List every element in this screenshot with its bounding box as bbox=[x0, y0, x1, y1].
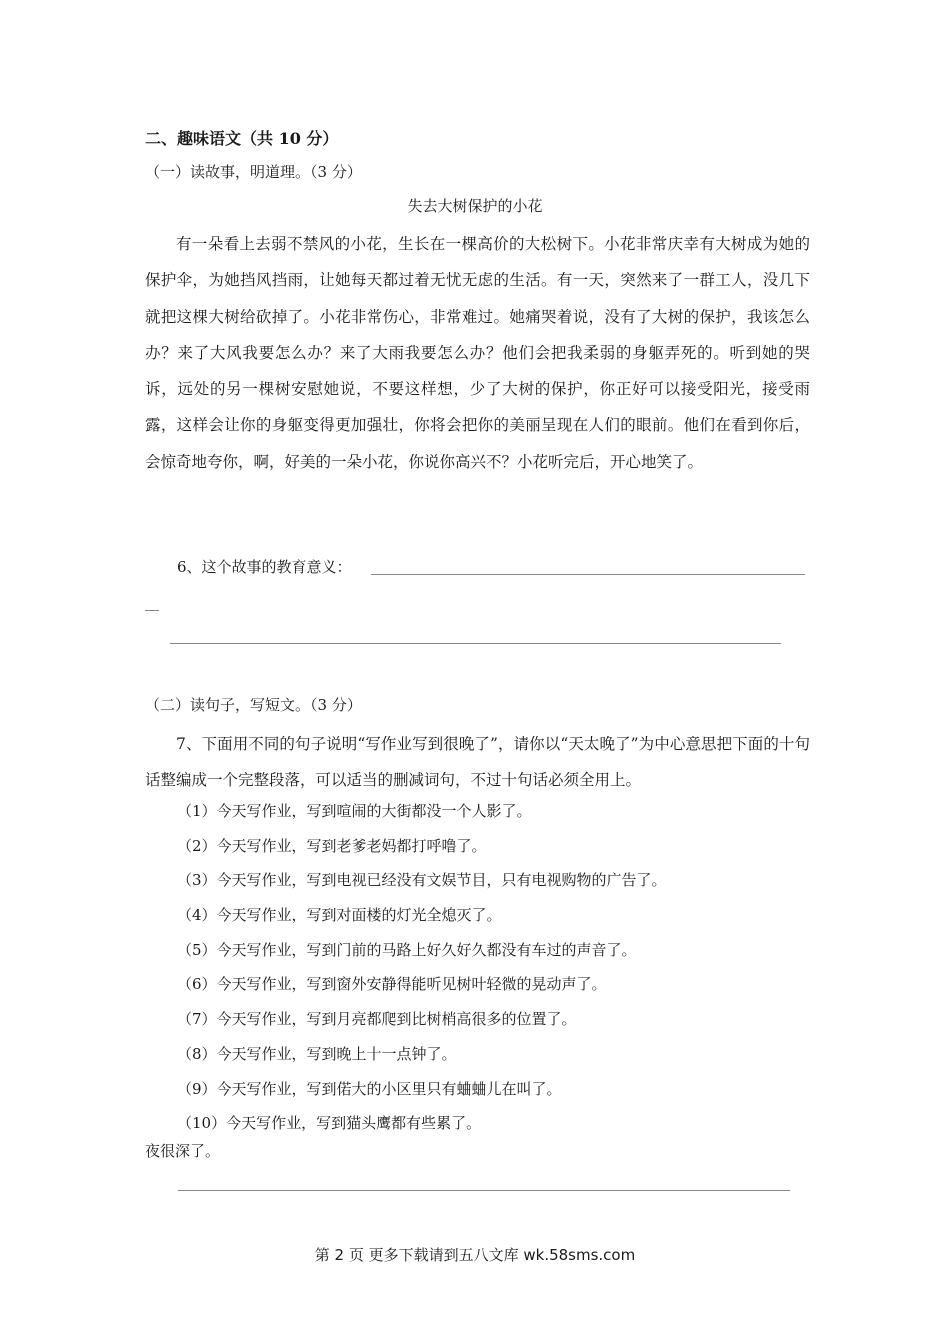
part1-heading: （一）读故事，明道理。（3 分） bbox=[145, 163, 362, 181]
section-title: 二、趣味语文（共 10 分） bbox=[145, 129, 339, 148]
sentence-list bbox=[177, 798, 667, 1145]
list-item: （5）今天写作业，写到门前的马路上好久好久都没有车过的声音了。 bbox=[177, 940, 637, 959]
list-item: （6）今天写作业，写到窗外安静得能听见树叶轻微的晃动声了。 bbox=[177, 975, 607, 994]
page-footer: 第 2 页 更多下载请到五八文库 wk.58sms.com bbox=[314, 1246, 636, 1264]
story-title: 失去大树保护的小花 bbox=[407, 197, 543, 215]
answer-line-6b-start bbox=[145, 610, 159, 611]
part2-heading: （二）读句子，写短文。（3 分） bbox=[145, 696, 362, 714]
answer-line-6c[interactable] bbox=[170, 643, 781, 644]
answer-line-7[interactable] bbox=[178, 1190, 790, 1191]
question-6-label: 6、这个故事的教育意义： bbox=[177, 558, 352, 576]
list-item: （3）今天写作业，写到电视已经没有文娱节目，只有电视购物的广告了。 bbox=[177, 871, 667, 890]
list-item: （10）今天写作业，写到猫头鹰都有些累了。 bbox=[177, 1114, 482, 1133]
answer-line-6a[interactable] bbox=[371, 574, 805, 575]
list-item: （2）今天写作业，写到老爹老妈都打呼噜了。 bbox=[177, 836, 487, 855]
list-item: （8）今天写作业，写到晚上十一点钟了。 bbox=[177, 1044, 457, 1063]
list-item: （4）今天写作业，写到对面楼的灯光全熄灭了。 bbox=[177, 906, 502, 925]
question-7: 7、下面用不同的句子说明“写作业写到很晚了”，请你以“天太晚了”为中心意思把下面的十句话整编成一个完整段落，可以适当的删减词句，不过十句话必须全用上。 bbox=[145, 735, 810, 789]
list-item: （9）今天写作业，写到偌大的小区里只有蛐蛐儿在叫了。 bbox=[177, 1079, 562, 1098]
list-item: （7）今天写作业，写到月亮都爬到比树梢高很多的位置了。 bbox=[177, 1010, 577, 1029]
list-item: （1）今天写作业，写到喧闹的大街都没一个人影了。 bbox=[177, 802, 532, 820]
question-6 bbox=[177, 556, 352, 577]
ending-sentence: 夜很深了。 bbox=[145, 1142, 221, 1160]
story-paragraph: 有一朵看上去弱不禁风的小花，生长在一棵高价的大松树下。小花非常庆幸有大树成为她的保护伞，为她挡风挡雨，让她每天都过着无忧无虑的生活。有一天，突然来了一群工人，没几下就把这棵大树给砍掉了。小花非常伤心，非常难过。她痛哭着说，没有了大树的保护，我该怎么办？来了大风我要怎么办？来了大雨我要怎么办？他们会把我柔弱的身躯弄死的。听到她的哭诉，远处的另一棵树安慰她说，不要这样想，少了大树的保护，你正好可以接受阳光，接受雨露，这样会让你的身躯变得更加强壮，你将会把你的美丽呈现在人们的眼前。他们在看到你后，会惊奇地夸你，啊，好美的一朵小花，你说你高兴不？小花听完后，开心地笑了。 bbox=[145, 235, 810, 471]
